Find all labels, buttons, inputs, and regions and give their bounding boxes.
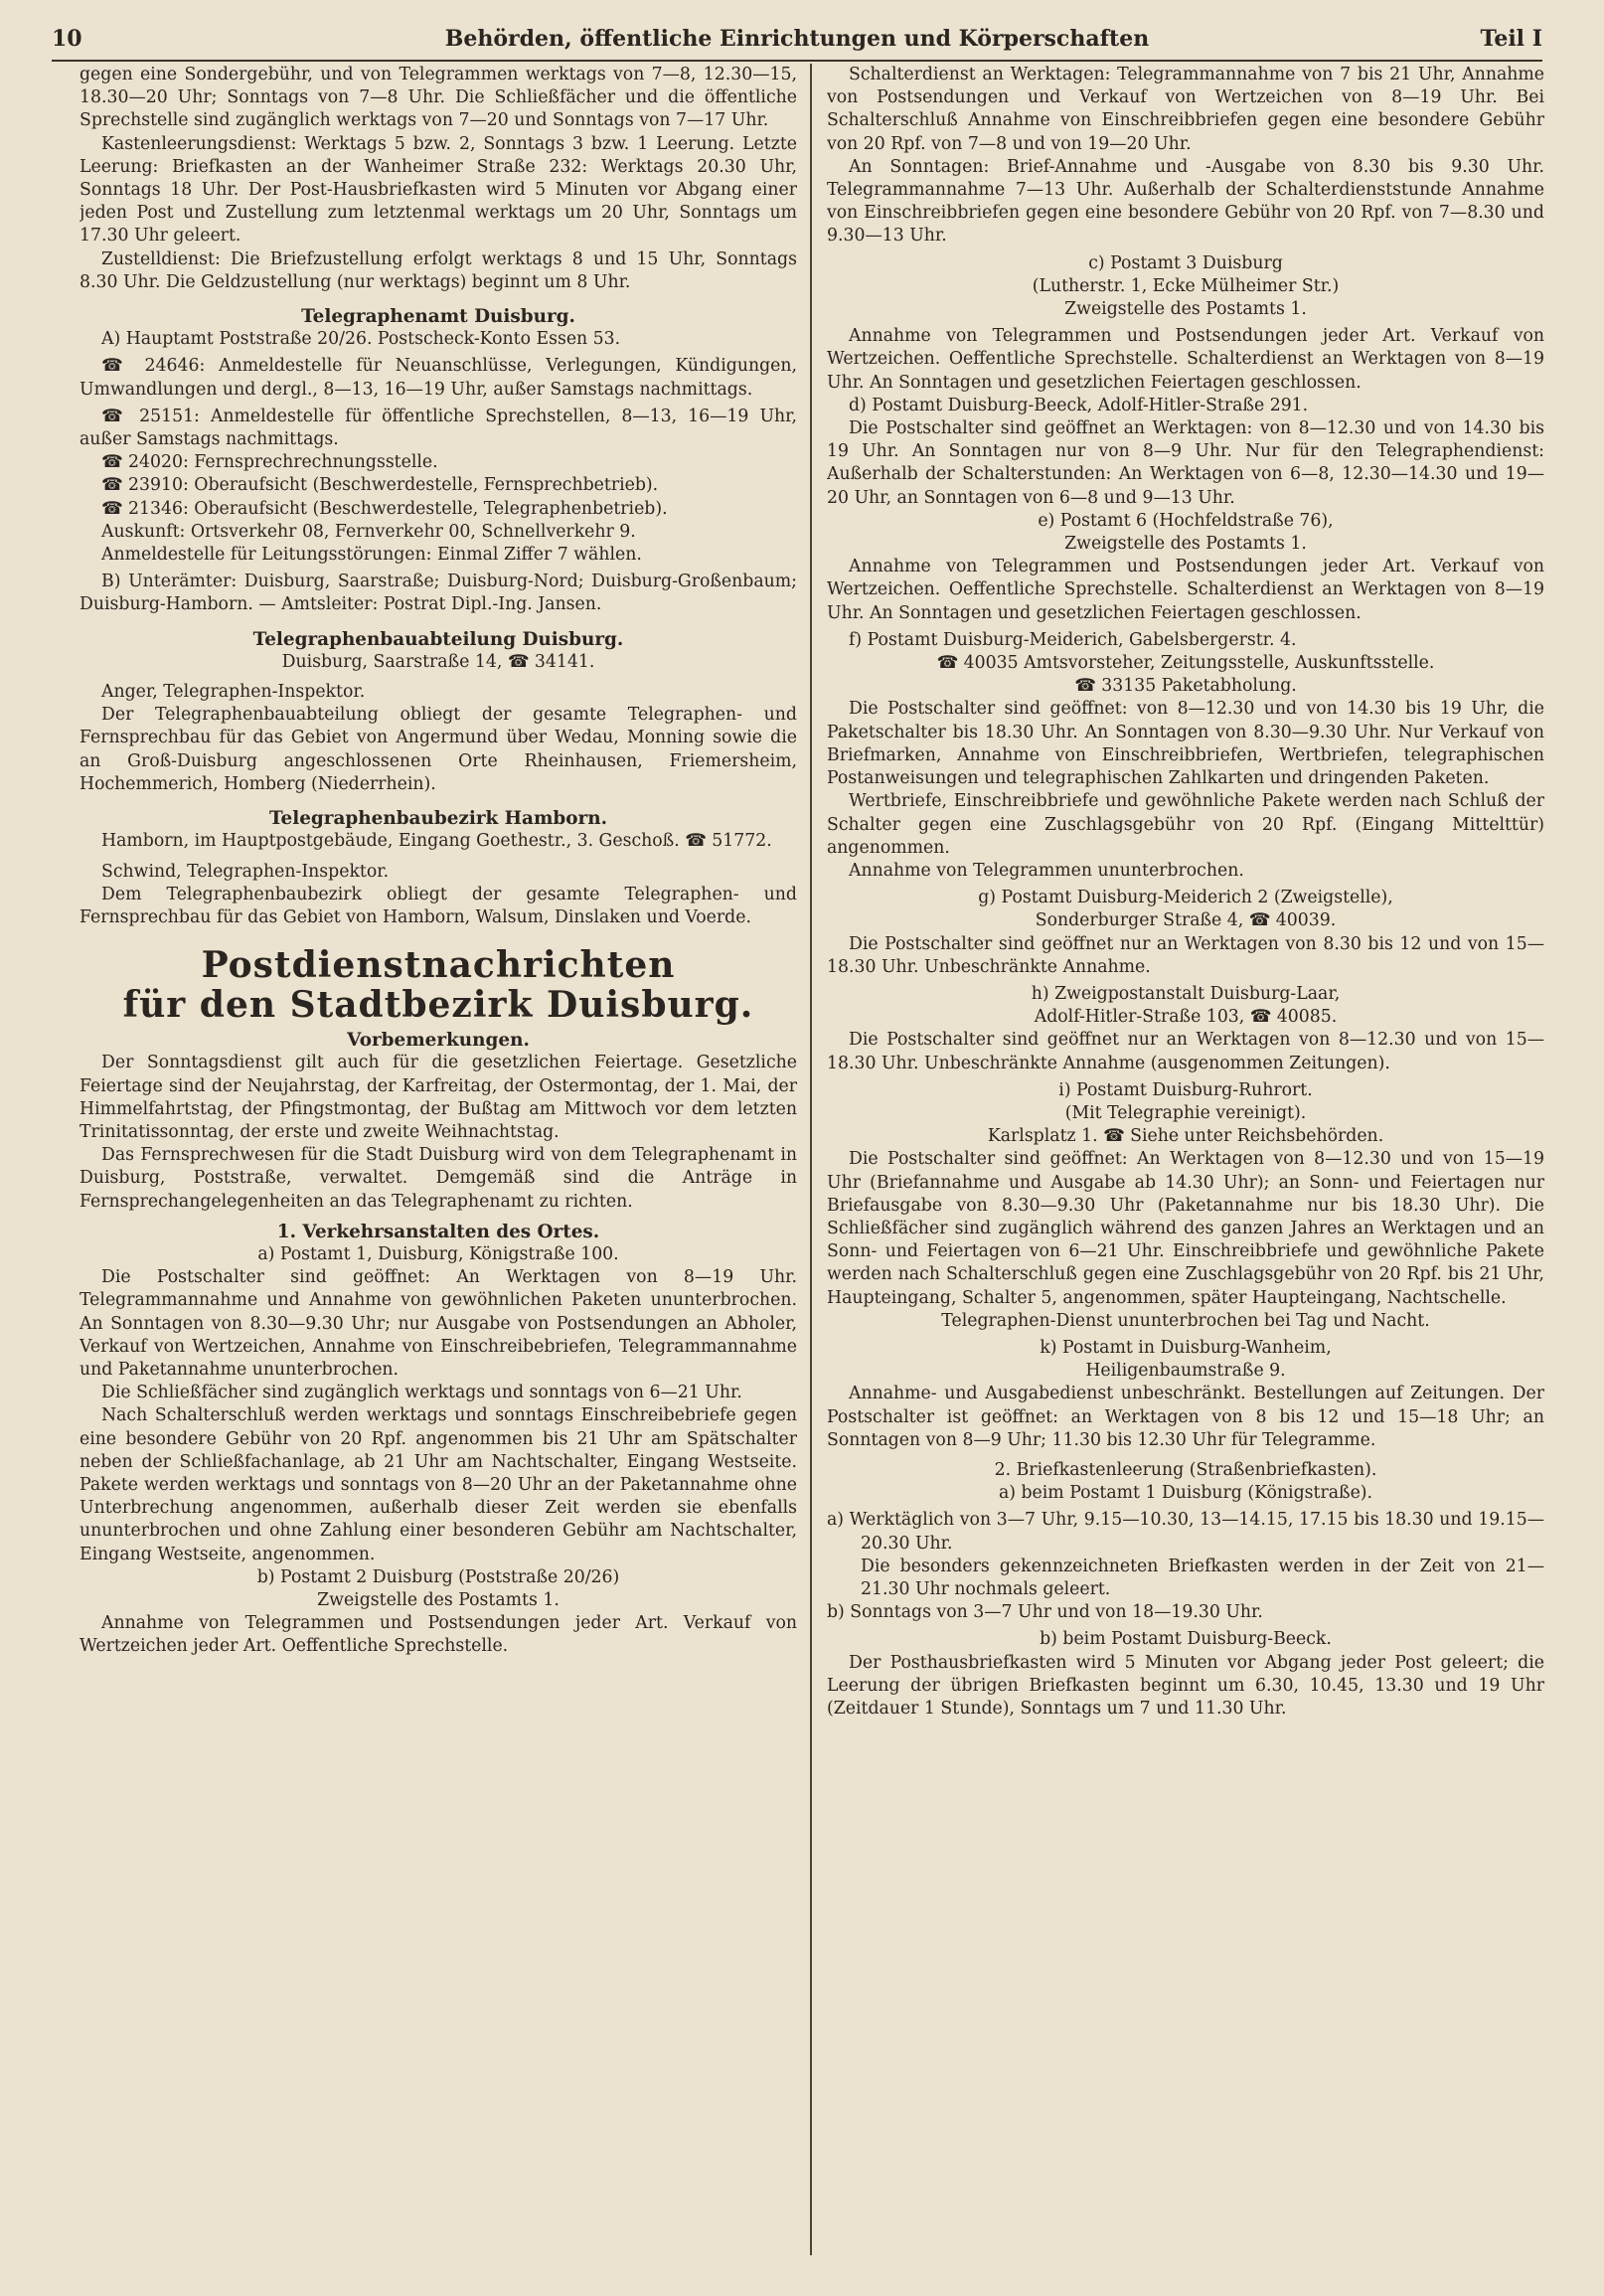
office-heading: f) Postamt Duisburg-Meiderich, Gabelsbergerstr. 4.: [849, 629, 1297, 650]
paragraph: Die Postschalter sind geöffnet: An Werktagen von 8—12.30 und von 15—19 Uhr (Briefannahme und Ausgabe ab 14.30 Uhr); an Sonn- und Feiertagen nur Briefausgabe von 8.30—9.30 Uhr (Paketannahme nur bis 18.30 Uhr). Die Schließfächer sind zugänglich während des ganzen Jahres an Werktagen und an Sonn- und Feiertagen von 6—21 Uhr. Einschreibbriefe und gewöhnliche Pakete werden nach Schalterschluß gegen eine Zuschlagsgebühr von 20 Rpf. bis 21 Uhr, Haupteingang, Schalter 5, angenommen, später Haupteingang, Nachtschelle.: [827, 1149, 1544, 1308]
office-phone: ☎ 33135 Paketabholung.: [1074, 676, 1297, 697]
list-item: a) Werktäglich von 3—7 Uhr, 9.15—10.30, 13—14.15, 17.15 bis 18.30 und 19.15—20.30 Uhr.: [827, 1510, 1544, 1554]
left-column: [80, 64, 797, 2262]
office-heading: d) Postamt Duisburg-Beeck, Adolf-Hitler-Straße 291.: [849, 395, 1309, 415]
paragraph: Wertbriefe, Einschreibbriefe und gewöhnliche Pakete werden nach Schluß der Schalter gegen eine Zuschlagsgebühr von 20 Rpf. (Eingang Mittelttür) angenommen.: [827, 791, 1544, 858]
section-heading: Telegraphenbauabteilung Duisburg.: [252, 628, 624, 650]
column-divider: [810, 64, 812, 2255]
paragraph: Annahme von Telegrammen und Postsendungen jeder Art. Verkauf von Wertzeichen. Oeffentliche Sprechstelle. Schalterdienst an Werktagen von 8—19 Uhr. An Sonntagen und gesetzlichen Feiertagen geschlossen.: [827, 326, 1544, 393]
paragraph: Der Posthausbriefkasten wird 5 Minuten vor Abgang jeder Post geleert; die Leerung der übrigen Briefkasten beginnt um 6.30, 10.45, 13.30 und 19 Uhr (Zeitdauer 1 Stunde), Sonntags um 7 und 11.30 Uhr.: [827, 1652, 1544, 1720]
paragraph: Schalterdienst an Werktagen: Telegrammannahme von 7 bis 21 Uhr, Annahme von Postsendungen und Verkauf von Wertzeichen von 8—19 Uhr. Bei Schalterschluß Annahme von Einschreibbriefen gegen eine besondere Gebühr von 20 Rpf. von 7—8 und von 19—20 Uhr.: [827, 65, 1544, 154]
section-heading: 1. Verkehrsanstalten des Ortes.: [276, 1221, 600, 1242]
paragraph: Auskunft: Ortsverkehr 08, Fernverkehr 00, Schnellverkehr 9.: [101, 521, 636, 542]
paragraph: Zustelldienst: Die Briefzustellung erfolgt werktags 8 und 15 Uhr, Sonntags 8.30 Uhr. Die Geldzustellung (nur werktags) beginnt um 8 Uhr.: [80, 248, 797, 292]
paragraph: Die Postschalter sind geöffnet an Werktagen: von 8—12.30 und von 14.30 bis 19 Uhr. An Sonntagen nur von 8—9 Uhr. Nur für den Telegraphendienst: Außerhalb der Schalterstunden: An Werktagen von 6—8, 12.30—14.30 und 19—20 Uhr, an Sonntagen von 6—8 und 9—13 Uhr.: [827, 418, 1544, 508]
paragraph: Anmeldestelle für Leitungsstörungen: Einmal Ziffer 7 wählen.: [101, 545, 642, 566]
paragraph: Der Sonntagsdienst gilt auch für die gesetzlichen Feiertage. Gesetzliche Feiertage sind der Neujahrstag, der Karfreitag, der Ostermontag, der 1. Mai, der Himmelfahrtstag, der Pfingstmontag, der Bußtag am Mittwoch vor dem letzten Trinitatissonntag, der erste und zweite Weihnachtstag.: [80, 1053, 797, 1142]
office-subheading: Zweigstelle des Postamts 1.: [317, 1589, 560, 1610]
paragraph: Die Postschalter sind geöffnet: von 8—12.30 und von 14.30 bis 19 Uhr, die Paketschalter bis 18.30 Uhr. An Sonntagen von 8.30—9.30 Uhr. Nur Verkauf von Briefmarken, Annahme von Einschreibbriefen, Wertbriefen, telegraphischen Postanweisungen und telegraphischen Zahlkarten und dringenden Paketen.: [827, 699, 1544, 789]
office-address: Adolf-Hitler-Straße 103, ☎ 40085.: [1034, 1007, 1338, 1028]
office-address: Heiligenbaumstraße 9.: [1085, 1361, 1286, 1382]
section-heading: 2. Briefkastenleerung (Straßenbriefkasten).: [994, 1459, 1377, 1480]
paragraph: Die Postschalter sind geöffnet nur an Werktagen von 8.30 bis 12 und von 15—18.30 Uhr. Unbeschränkte Annahme.: [827, 933, 1544, 977]
section-heading: Telegraphenbaubezirk Hamborn.: [268, 808, 608, 830]
main-heading: Postdienstnachrichten: [201, 944, 676, 987]
office-heading: c) Postamt 3 Duisburg: [1088, 252, 1283, 273]
office-heading: i) Postamt Duisburg-Ruhrort.: [1058, 1079, 1313, 1100]
office-address: Sonderburger Straße 4, ☎ 40039.: [1035, 910, 1337, 931]
paragraph: A) Hauptamt Poststraße 20/26. Postscheck-Konto Essen 53.: [101, 329, 621, 350]
paragraph: Der Telegraphenbauabteilung obliegt der gesamte Telegraphen- und Fernsprechbau für das Gebiet von Angermund über Wedau, Monning sowie die an Groß-Duisburg angeschlossenen Orte Rheinhausen, Friemersheim, Hochemmerich, Homberg (Niederrhein).: [80, 705, 797, 794]
paragraph: ☎ 21346: Oberaufsicht (Beschwerdestelle, Telegraphenbetrieb).: [101, 498, 668, 519]
paragraph: Die Schließfächer sind zugänglich werktags und sonntags von 6—21 Uhr.: [101, 1383, 742, 1403]
office-subheading: (Mit Telegraphie vereinigt).: [1064, 1102, 1307, 1123]
paragraph: Kastenleerungsdienst: Werktags 5 bzw. 2, Sonntags 3 bzw. 1 Leerung. Letzte Leerung: Briefkasten an der Wanheimer Straße 232: Werktags 20.30 Uhr, Sonntags 18 Uhr. Der Post-Hausbriefkasten wird 5 Minuten vor Abgang einer jeden Post und Zustellung zum letztenmal werktags um 20 Uhr, Sonntags um 17.30 Uhr geleert.: [80, 133, 797, 246]
office-heading: g) Postamt Duisburg-Meiderich 2 (Zweigstelle),: [978, 888, 1393, 908]
part-label: Teil I: [1480, 26, 1542, 52]
paragraph: ☎ 24646: Anmeldestelle für Neuanschlüsse, Verlegungen, Kündigungen, Umwandlungen und dergl., 8—13, 16—19 Uhr, außer Samstags nachmittags.: [80, 356, 797, 400]
paragraph: Annahme von Telegrammen und Postsendungen jeder Art. Verkauf von Wertzeichen. Oeffentliche Sprechstelle. Schalterdienst an Werktagen von 8—19 Uhr. An Sonntagen und gesetzlichen Feiertagen geschlossen.: [827, 557, 1544, 623]
office-heading: a) beim Postamt 1 Duisburg (Königstraße).: [998, 1483, 1373, 1504]
section-heading: Vorbemerkungen.: [347, 1030, 530, 1052]
paragraph: ☎ 25151: Anmeldestelle für öffentliche Sprechstellen, 8—13, 16—19 Uhr, außer Samstags nachmittags.: [80, 406, 797, 450]
main-heading: für den Stadtbezirk Duisburg.: [122, 984, 754, 1027]
office-subheading: Zweigstelle des Postamts 1.: [1064, 299, 1307, 320]
office-heading: h) Zweigpostanstalt Duisburg-Laar,: [1031, 983, 1341, 1004]
paragraph: Annahme von Telegrammen und Postsendungen jeder Art. Verkauf von Wertzeichen jeder Art. Oeffentliche Sprechstelle.: [80, 1613, 797, 1657]
paragraph: Annahme von Telegrammen ununterbrochen.: [849, 860, 1244, 881]
office-subheading: Zweigstelle des Postamts 1.: [1064, 534, 1307, 555]
paragraph: Die Postschalter sind geöffnet nur an Werktagen von 8—12.30 und von 15—18.30 Uhr. Unbeschränkte Annahme (ausgenommen Zeitungen).: [827, 1030, 1544, 1073]
page-header: [52, 22, 1542, 62]
right-column: [827, 64, 1544, 2262]
office-heading: a) Postamt 1, Duisburg, Königstraße 100.: [257, 1243, 619, 1264]
paragraph: ☎ 23910: Oberaufsicht (Beschwerdestelle, Fernsprechbetrieb).: [101, 475, 659, 496]
paragraph: Schwind, Telegraphen-Inspektor.: [101, 861, 390, 882]
office-phone: ☎ 40035 Amtsvorsteher, Zeitungsstelle, Auskunftsstelle.: [936, 653, 1435, 674]
paragraph: An Sonntagen: Brief-Annahme und -Ausgabe von 8.30 bis 9.30 Uhr. Telegrammannahme 7—13 Uhr. Außerhalb der Schalterdienststunde Annahme von Einschreibbriefen gegen eine besondere Gebühr von 20 Rpf. von 7—8.30 und 9.30—13 Uhr.: [827, 156, 1544, 246]
office-heading: k) Postamt in Duisburg-Wanheim,: [1040, 1337, 1332, 1358]
paragraph: Duisburg, Saarstraße 14, ☎ 34141.: [281, 651, 595, 672]
office-heading: e) Postamt 6 (Hochfeldstraße 76),: [1038, 510, 1334, 531]
paragraph: gegen eine Sondergebühr, und von Telegrammen werktags von 7—8, 12.30—15, 18.30—20 Uhr; Sonntags von 7—8 Uhr. Die Schließfächer und die öffentliche Sprechstelle sind zugänglich werktags von 7—20 und Sonntags von 7—17 Uhr.: [80, 65, 797, 131]
paragraph: Telegraphen-Dienst ununterbrochen bei Tag und Nacht.: [941, 1310, 1430, 1331]
office-heading: b) beim Postamt Duisburg-Beeck.: [1040, 1629, 1332, 1650]
paragraph: B) Unterämter: Duisburg, Saarstraße; Duisburg-Nord; Duisburg-Großenbaum; Duisburg-Hamborn. — Amtsleiter: Postrat Dipl.-Ing. Jansen.: [80, 572, 797, 615]
paragraph: ☎ 24020: Fernsprechrechnungsstelle.: [101, 452, 438, 473]
paragraph: Nach Schalterschluß werden werktags und sonntags Einschreibebriefe gegen eine besondere Gebühr von 20 Rpf. angenommen bis 21 Uhr am Spätschalter neben der Schließfachanlage, ab 21 Uhr am Nachtschalter, Eingang Westseite. Pakete werden werktags und sonntags von 8—20 Uhr an der Paketannahme ohne Unterbrechung angenommen, außerhalb dieser Zeit werden sie ebenfalls ununterbrochen und ohne Zahlung einer besonderen Gebühr am Nachtschalter, Eingang Westseite, angenommen.: [80, 1405, 797, 1564]
paragraph: Hamborn, im Hauptpostgebäude, Eingang Goethestr., 3. Geschoß. ☎ 51772.: [101, 831, 772, 852]
office-heading: b) Postamt 2 Duisburg (Poststraße 20/26): [256, 1566, 620, 1587]
section-heading: Telegraphenamt Duisburg.: [301, 306, 575, 328]
paragraph: Die Postschalter sind geöffnet: An Werktagen von 8—19 Uhr. Telegrammannahme und Annahme von gewöhnlichen Paketen ununterbrochen. An Sonntagen von 8.30—9.30 Uhr; nur Ausgabe von Postsendungen an Abholer, Verkauf von Wertzeichen, Annahme von Einschreibebriefen, Telegrammannahme und Paketannahme ununterbrochen.: [80, 1267, 797, 1380]
page-number: 10: [52, 26, 82, 52]
paragraph: Dem Telegraphenbaubezirk obliegt der gesamte Telegraphen- und Fernsprechbau für das Gebiet von Hamborn, Walsum, Dinslaken und Voerde.: [80, 884, 797, 927]
office-address: Karlsplatz 1. ☎ Siehe unter Reichsbehörden.: [987, 1126, 1384, 1147]
paragraph: Annahme- und Ausgabedienst unbeschränkt. Bestellungen auf Zeitungen. Der Postschalter ist geöffnet: an Werktagen von 8 bis 12 und 15—18 Uhr; an Sonntagen von 8—9 Uhr; 11.30 bis 12.30 Uhr für Telegramme.: [827, 1384, 1544, 1450]
office-address: (Lutherstr. 1, Ecke Mülheimer Str.): [1032, 275, 1340, 296]
paragraph: Anger, Telegraphen-Inspektor.: [101, 682, 366, 703]
paragraph: Das Fernsprechwesen für die Stadt Duisburg wird von dem Telegraphenamt in Duisburg, Poststraße, verwaltet. Demgemäß sind die Anträge in Fernsprechangelegenheiten an das Telegraphenamt zu richten.: [80, 1145, 797, 1212]
list-item: b) Sonntags von 3—7 Uhr und von 18—19.30 Uhr.: [827, 1602, 1263, 1623]
paragraph: Die besonders gekennzeichneten Briefkasten werden in der Zeit von 21—21.30 Uhr nochmals geleert.: [861, 1556, 1544, 1599]
running-title: Behörden, öffentliche Einrichtungen und Körperschaften: [444, 26, 1150, 52]
